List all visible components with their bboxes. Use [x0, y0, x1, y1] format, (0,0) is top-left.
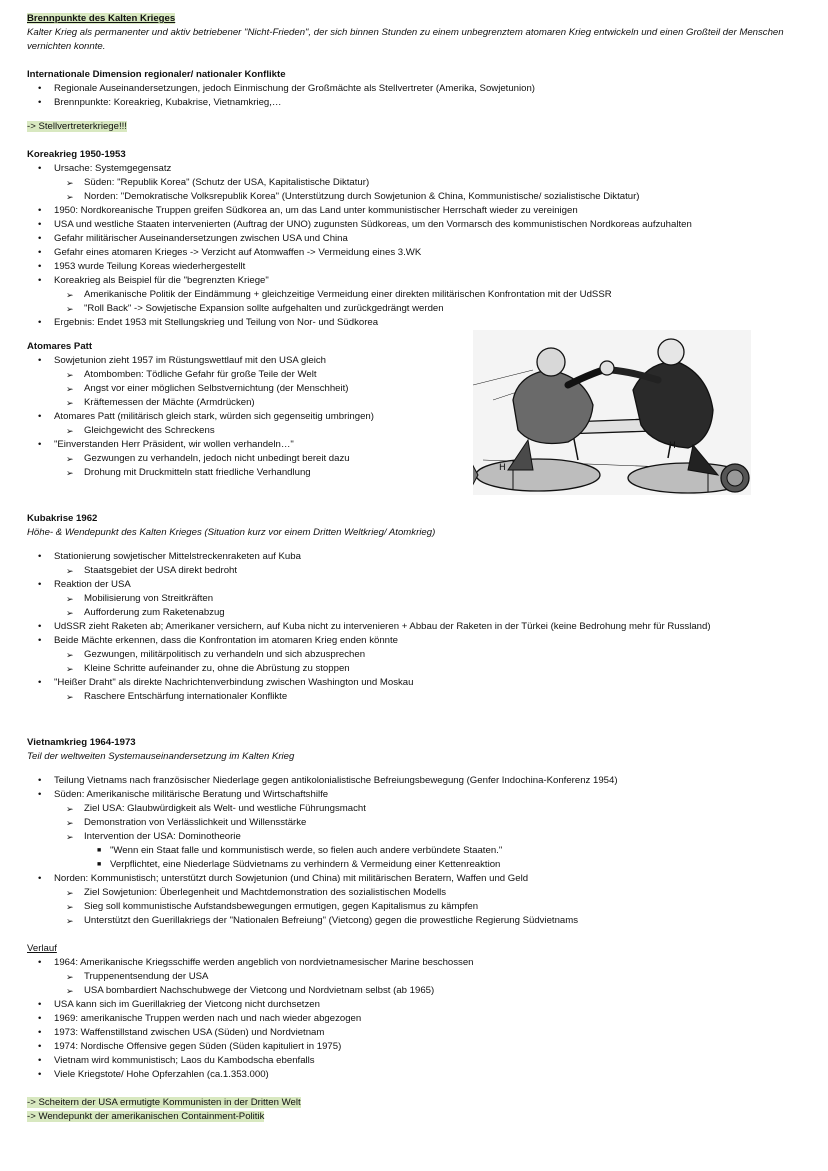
bullet-icon: •: [38, 219, 42, 230]
list-item: ➢ Intervention der USA: Dominotheorie: [66, 831, 241, 842]
list-item: ➢ Süden: "Republik Korea" (Schutz der USA, Kapitalistische Diktatur): [66, 177, 370, 188]
bullet-icon: •: [38, 789, 42, 800]
list-item: ➢ Ziel USA: Glaubwürdigkeit als Welt- und westliche Führungsmacht: [66, 803, 366, 814]
arrow-icon: ➢: [66, 832, 74, 842]
arrow-icon: ➢: [66, 566, 74, 576]
vietnam-list: [27, 774, 812, 928]
vietnam-subtitle: Teil der weltweiten Systemauseinandersetzung im Kalten Krieg: [27, 751, 295, 762]
list-item: ➢ Demonstration von Verlässlichkeit und Willensstärke: [66, 817, 307, 828]
arrow-icon: ➢: [66, 888, 74, 898]
list-item: • Atomares Patt (militärisch gleich stark, würden sich gegenseitig umbringen): [38, 411, 374, 422]
verlauf-note-1: -> Scheitern der USA ermutigte Kommunisten in der Dritten Welt: [27, 1097, 301, 1108]
list-item: • UdSSR zieht Raketen ab; Amerikaner versichern, auf Kuba nicht zu intervenieren + Abbau der Raketen in der Türkei (keine Bedrohung mehr für Russland): [38, 621, 711, 632]
arrow-icon: ➢: [66, 192, 74, 202]
arrow-icon: ➢: [66, 178, 74, 188]
list-item: ■ Verpflichtet, eine Niederlage Südvietnams zu verhindern & Vermeidung einer Kettenreaktion: [97, 859, 501, 870]
list-item: • 1969: amerikanische Truppen werden nach und nach wieder abgezogen: [38, 1013, 362, 1024]
list-item: ➢ Mobilisierung von Streitkräften: [66, 593, 214, 604]
list-item: ➢ Staatsgebiet der USA direkt bedroht: [66, 565, 238, 576]
patt-heading: Atomares Patt: [27, 341, 93, 352]
verlauf-heading: Verlauf: [27, 943, 57, 954]
list-item: • USA kann sich im Guerillakrieg der Vietcong nicht durchsetzen: [38, 999, 320, 1010]
list-item: • 1973: Waffenstillstand zwischen USA (Süden) und Nordvietnam: [38, 1027, 325, 1038]
list-item: • 1974: Nordische Offensive gegen Süden (Süden kapituliert in 1975): [38, 1041, 342, 1052]
list-item: • Gefahr militärischer Auseinandersetzungen zwischen USA und China: [38, 233, 348, 244]
list-item: ➢ Gezwungen, militärpolitisch zu verhandeln und sich abzusprechen: [66, 649, 366, 660]
arrow-icon: ➢: [66, 370, 74, 380]
bullet-icon: •: [38, 411, 42, 422]
bullet-icon: •: [38, 1055, 42, 1066]
list-item: ➢ Amerikanische Politik der Eindämmung + gleichzeitige Vermeidung einer direkten militärischen Konfrontation mit der UdSSR: [66, 289, 612, 300]
list-item: ➢ Sieg soll kommunistische Aufstandsbewegungen ermutigen, gegen Kapitalismus zu kämpfen: [66, 901, 479, 912]
list-item: ➢ Drohung mit Druckmitteln statt friedliche Verhandlung: [66, 467, 311, 478]
list-item: ■ "Wenn ein Staat falle und kommunistisch werde, so fielen auch andere verbündete Staaten.": [97, 845, 503, 856]
document-title: Brennpunkte des Kalten Krieges: [27, 13, 176, 24]
bullet-icon: •: [38, 635, 42, 646]
bullet-icon: •: [38, 579, 42, 590]
list-item: • "Einverstanden Herr Präsident, wir wollen verhandeln…": [38, 439, 294, 450]
vietnam-heading: Vietnamkrieg 1964-1973: [27, 737, 136, 748]
korea-heading: Koreakrieg 1950-1953: [27, 149, 126, 160]
list-item: • Süden: Amerikanische militärische Beratung und Wirtschaftshilfe: [38, 789, 329, 800]
bullet-icon: •: [38, 163, 42, 174]
list-item: • Sowjetunion zieht 1957 im Rüstungswettlauf mit den USA gleich: [38, 355, 326, 366]
arrow-icon: ➢: [66, 594, 74, 604]
list-item: • Ursache: Systemgegensatz: [38, 163, 172, 174]
list-item: • Regionale Auseinandersetzungen, jedoch Einmischung der Großmächte als Stellvertreter (Amerika, Sowjetunion): [38, 83, 536, 94]
bullet-icon: •: [38, 873, 42, 884]
bullet-icon: •: [38, 677, 42, 688]
list-item: • "Heißer Draht" als direkte Nachrichtenverbindung zwischen Washington und Moskau: [38, 677, 414, 688]
list-item: ➢ Gezwungen zu verhandeln, jedoch nicht unbedingt bereit dazu: [66, 453, 350, 464]
bullet-icon: •: [38, 775, 42, 786]
list-item: • Koreakrieg als Beispiel für die "begrenzten Kriege": [38, 275, 269, 286]
korea-list: [27, 162, 812, 330]
arrow-icon: ➢: [66, 818, 74, 828]
list-item: • Teilung Vietnams nach französischer Niederlage gegen antikolonialistische Befreiungsbewegung (Genfer Indochina-Konferenz 1954): [38, 775, 618, 786]
intl-note: -> Stellvertreterkriege!!!: [27, 121, 127, 132]
arrow-icon: ➢: [66, 664, 74, 674]
list-item: • Gefahr eines atomaren Krieges -> Verzicht auf Atomwaffen -> Vermeidung eines 3.WK: [38, 247, 422, 258]
list-item: • Brennpunkte: Koreakrieg, Kubakrise, Vietnamkrieg,…: [38, 97, 282, 108]
document-page: [27, 12, 812, 1124]
list-item: ➢ Truppenentsendung der USA: [66, 971, 209, 982]
bullet-icon: •: [38, 1027, 42, 1038]
bullet-icon: •: [38, 621, 42, 632]
list-item: ➢ Norden: "Demokratische Volksrepublik Korea" (Unterstützung durch Sowjetunion & China, Kommunistische/ sozialistische Diktatur): [66, 191, 640, 202]
left-bomb-shape: [473, 459, 600, 491]
bullet-icon: •: [38, 1041, 42, 1052]
list-item: • Vietnam wird kommunistisch; Laos du Kambodscha ebenfalls: [38, 1055, 315, 1066]
list-item: ➢ "Roll Back" -> Sowjetische Expansion sollte aufgehalten und zurückgedrängt werden: [66, 303, 444, 314]
arrow-icon: ➢: [66, 426, 74, 436]
kuba-list: [27, 550, 812, 704]
list-item: ➢ USA bombardiert Nachschubwege der Vietcong und Nordvietnam selbst (ab 1965): [66, 985, 435, 996]
list-item: • Reaktion der USA: [38, 579, 131, 590]
bullet-icon: •: [38, 957, 42, 968]
bullet-icon: •: [38, 551, 42, 562]
list-item: • 1950: Nordkoreanische Truppen greifen Südkorea an, um das Land unter kommunistischer Herrschaft wieder zu vereinigen: [38, 205, 578, 216]
arrow-icon: ➢: [66, 902, 74, 912]
list-item: • Stationierung sowjetischer Mittelstreckenraketen auf Kuba: [38, 551, 301, 562]
bullet-icon: •: [38, 247, 42, 258]
list-item: ➢ Ziel Sowjetunion: Überlegenheit und Machtdemonstration des sozialistischen Modells: [66, 887, 447, 898]
arrow-icon: ➢: [66, 650, 74, 660]
bullet-icon: •: [38, 439, 42, 450]
square-bullet-icon: ■: [97, 861, 102, 868]
bullet-icon: •: [38, 97, 42, 108]
bullet-icon: •: [38, 275, 42, 286]
list-item: • 1953 wurde Teilung Koreas wiederhergestellt: [38, 261, 246, 272]
bullet-icon: •: [38, 233, 42, 244]
arrow-icon: ➢: [66, 916, 74, 926]
list-item: ➢ Atombomben: Tödliche Gefahr für große Teile der Welt: [66, 369, 317, 380]
bullet-icon: •: [38, 205, 42, 216]
bullet-icon: •: [38, 83, 42, 94]
list-item: ➢ Angst vor einer möglichen Selbstvernichtung (der Menschheit): [66, 383, 349, 394]
arrow-icon: ➢: [66, 454, 74, 464]
arrow-icon: ➢: [66, 692, 74, 702]
arrow-icon: ➢: [66, 290, 74, 300]
arrow-icon: ➢: [66, 304, 74, 314]
list-item: ➢ Raschere Entschärfung internationaler Konflikte: [66, 691, 288, 702]
list-item: ➢ Gleichgewicht des Schreckens: [66, 425, 215, 436]
cartoon-label-left: H: [499, 463, 506, 473]
bullet-icon: •: [38, 1069, 42, 1080]
list-item: ➢ Aufforderung zum Raketenabzug: [66, 607, 225, 618]
list-item: • USA und westliche Staaten intervenierten (Auftrag der UNO) zugunsten Südkoreas, um den Vormarsch des kommunistischen Nordkoreas aufzuhalten: [38, 219, 692, 230]
list-item: • Ergebnis: Endet 1953 mit Stellungskrieg und Teilung von Nor- und Südkorea: [38, 317, 379, 328]
arm-wrestling-cartoon-image: [473, 330, 751, 495]
arrow-icon: ➢: [66, 608, 74, 618]
verlauf-note-2: -> Wendepunkt der amerikanischen Containment-Politik: [27, 1111, 265, 1122]
arrow-icon: ➢: [66, 398, 74, 408]
bullet-icon: •: [38, 261, 42, 272]
kuba-subtitle: Höhe- & Wendepunkt des Kalten Krieges (Situation kurz vor einem Dritten Weltkrieg/ Atomkrieg): [27, 527, 436, 538]
arrow-icon: ➢: [66, 468, 74, 478]
bullet-icon: •: [38, 317, 42, 328]
list-item: ➢ Kleine Schritte aufeinander zu, ohne die Abrüstung zu stoppen: [66, 663, 350, 674]
cartoon-label-right: H: [669, 441, 676, 451]
square-bullet-icon: ■: [97, 847, 102, 854]
intro-text: Kalter Krieg als permanenter und aktiv betriebener "Nicht-Frieden", der sich binnen Stunden zu einem unbegrenztem atomaren Krieg entwickeln und einen Großteil der Menschen vernichten konnte.: [27, 27, 784, 52]
bullet-icon: •: [38, 1013, 42, 1024]
intl-heading: Internationale Dimension regionaler/ nationaler Konflikte: [27, 69, 286, 80]
list-item: • Beide Mächte erkennen, dass die Konfrontation im atomaren Krieg enden könnte: [38, 635, 398, 646]
list-item: ➢ Unterstützt den Guerillakriegs der "Nationalen Befreiung" (Vietcong) gegen die prowestliche Regierung Südvietnams: [66, 915, 579, 926]
bullet-icon: •: [38, 355, 42, 366]
kuba-heading: Kubakrise 1962: [27, 513, 98, 524]
arrow-icon: ➢: [66, 972, 74, 982]
arrow-icon: ➢: [66, 804, 74, 814]
list-item: • Viele Kriegstote/ Hohe Opferzahlen (ca.1.353.000): [38, 1069, 269, 1080]
arrow-icon: ➢: [66, 986, 74, 996]
intl-list: [27, 82, 812, 110]
arrow-icon: ➢: [66, 384, 74, 394]
list-item: ➢ Kräftemessen der Mächte (Armdrücken): [66, 397, 255, 408]
list-item: • Norden: Kommunistisch; unterstützt durch Sowjetunion (und China) mit militärischen Beratern, Waffen und Geld: [38, 873, 529, 884]
bullet-icon: •: [38, 999, 42, 1010]
verlauf-list: [27, 956, 812, 1082]
list-item: • 1964: Amerikanische Kriegsschiffe werden angeblich von nordvietnamesischer Marine beschossen: [38, 957, 474, 968]
